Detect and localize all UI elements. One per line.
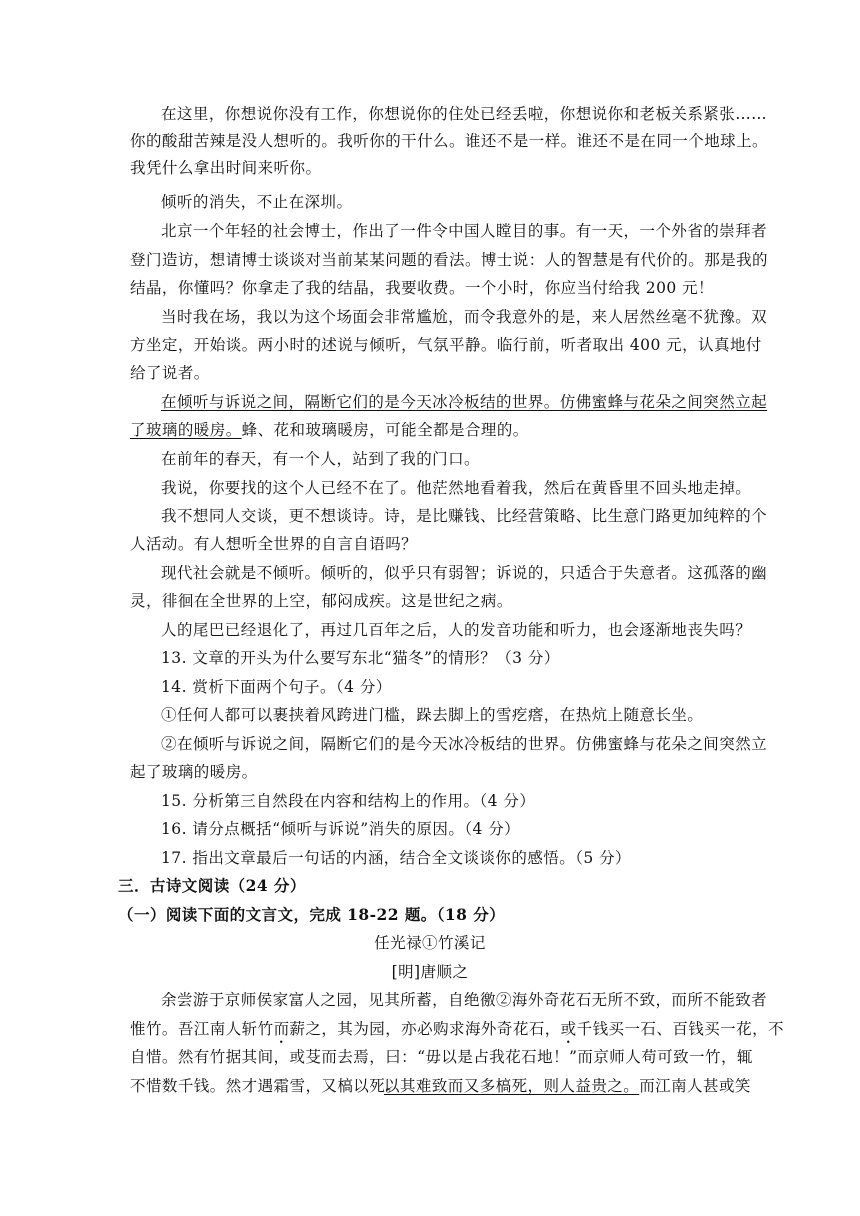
paragraph-line: 人活动。有人想听全世界的自言自语吗？ <box>130 535 418 553</box>
paragraph-line: 在前年的春天，有一个人，站到了我的门口。 <box>161 450 481 468</box>
paragraph-line: 我不想同人交谈，更不想谈诗。诗，是比赚钱、比经营策略、比生意门路更加纯粹的个 <box>161 507 768 525</box>
emphasized-char: 或 <box>560 1020 577 1038</box>
question-16: 16. 请分点概括“倾听与诉说”消失的原因。（4 分） <box>161 820 521 838</box>
paragraph-line: 倾听的消失，不止在深圳。 <box>161 193 353 211</box>
text-span: 千钱买一石、百钱买一花，不 <box>576 1020 784 1038</box>
text-span: 惟竹。吾江南人斩竹 <box>130 1020 274 1038</box>
section-heading: 三．古诗文阅读（24 分） <box>118 876 306 895</box>
paragraph-line: 我凭什么拿出时间来听你。 <box>130 159 322 177</box>
paragraph-line: 登门造访，想请博士谈谈对当前某某问题的看法。博士说：人的智慧是有代价的。那是我的 <box>130 251 769 269</box>
question-13: 13. 文章的开头为什么要写东北“猫冬”的情形？（3 分） <box>161 649 560 667</box>
paragraph-line: 你的酸甜苦辣是没人想听的。我听你的干什么。谁还不是一样。谁还不是在同一个地球上。 <box>130 132 769 150</box>
paragraph-line: 现代社会就是不倾听。倾听的，似乎只有弱智；诉说的，只适合于失意者。这孤落的幽 <box>161 564 768 582</box>
question-17: 17. 指出文章最后一句话的内涵，结合全文谈谈你的感悟。（5 分） <box>161 849 631 867</box>
paragraph-line <box>130 416 730 444</box>
subsection-heading: （一）阅读下面的文言文，完成 18-22 题。（18 分） <box>118 905 506 924</box>
underlined-sentence: 在倾听与诉说之间，隔断它们的是今天冰冷板结的世界。仿佛蜜蜂与花朵之间突然立起 <box>161 393 768 411</box>
question-15: 15. 分析第三自然段在内容和结构上的作用。（4 分） <box>161 792 536 810</box>
paragraph-line: 方坐定，开始谈。两小时的述说与倾听，气氛平静。临行前，听者取出 400 元，认真地付 <box>130 336 762 354</box>
paragraph-line: 在这里，你想说你没有工作，你想说你的住处已经丢啦，你想说你和老板关系紧张…… <box>161 105 768 123</box>
underlined-sentence: 了玻璃的暖房。 <box>130 421 242 439</box>
question-14-sentence-2: ②在倾听与诉说之间，隔断它们的是今天冰冷板结的世界。仿佛蜜蜂与花朵之间突然立 <box>161 735 768 753</box>
paragraph-line: 结晶，你懂吗？你拿走了我的结晶，我要收费。一个小时，你应当付给我 200 元！ <box>130 279 714 297</box>
passage-title: 任光禄①竹溪记 <box>374 934 486 952</box>
question-14-sentence-2-cont: 起了玻璃的暖房。 <box>130 763 258 781</box>
paragraph-line: 给了说者。 <box>130 364 210 382</box>
classical-text-line: 自惜。然有竹据其间，或芟而去焉，曰：“毋以是占我花石地！”而京师人苟可致一竹，辄 <box>130 1048 753 1066</box>
underlined-line <box>130 388 768 416</box>
classical-text-line: 不惜数千钱。然才遇霜雪，又槁以死。 <box>130 1077 402 1095</box>
passage-author: [明]唐顺之 <box>391 963 469 981</box>
paragraph-line: 北京一个年轻的社会博士，作出了一件令中国人瞠目的事。有一天，一个外省的崇拜者 <box>161 222 768 240</box>
classical-text-line: 余尝游于京师侯家富人之园，见其所蓄，自绝徼②海外奇花石无所不致，而所不能致者 <box>161 991 768 1009</box>
paragraph-line: 人的尾巴已经退化了，再过几百年之后，人的发音功能和听力，也会逐渐地丧失吗？ <box>161 621 752 639</box>
classical-text-line-cont <box>384 1072 751 1100</box>
paragraph-line: 当时我在场，我以为这个场面会非常尴尬，而令我意外的是，来人居然丝毫不犹豫。双 <box>161 308 768 326</box>
paragraph-line: 我说，你要找的这个人已经不在了。他茫然地看着我，然后在黄昏里不回头地走掉。 <box>161 479 752 497</box>
text-span: 薪之，其为园，亦必购求海外奇花石， <box>289 1020 561 1038</box>
sentence-rest: 蜂、花和玻璃暖房，可能全都是合理的。 <box>241 421 529 439</box>
question-14-sentence-1: ①任何人都可以裹挟着风跨进门槛，跺去脚上的雪疙瘩，在热炕上随意长坐。 <box>161 706 704 724</box>
paragraph-line: 灵，徘徊在全世界的上空，郁闷成疾。这是世纪之病。 <box>130 592 513 610</box>
emphasized-char: 而 <box>273 1020 290 1038</box>
underlined-sentence: 以其难致而又多槁死，则人益贵之。 <box>384 1077 640 1095</box>
question-14: 14. 赏析下面两个句子。（4 分） <box>161 678 392 696</box>
sentence-rest: 而江南人甚或笑 <box>639 1077 751 1095</box>
